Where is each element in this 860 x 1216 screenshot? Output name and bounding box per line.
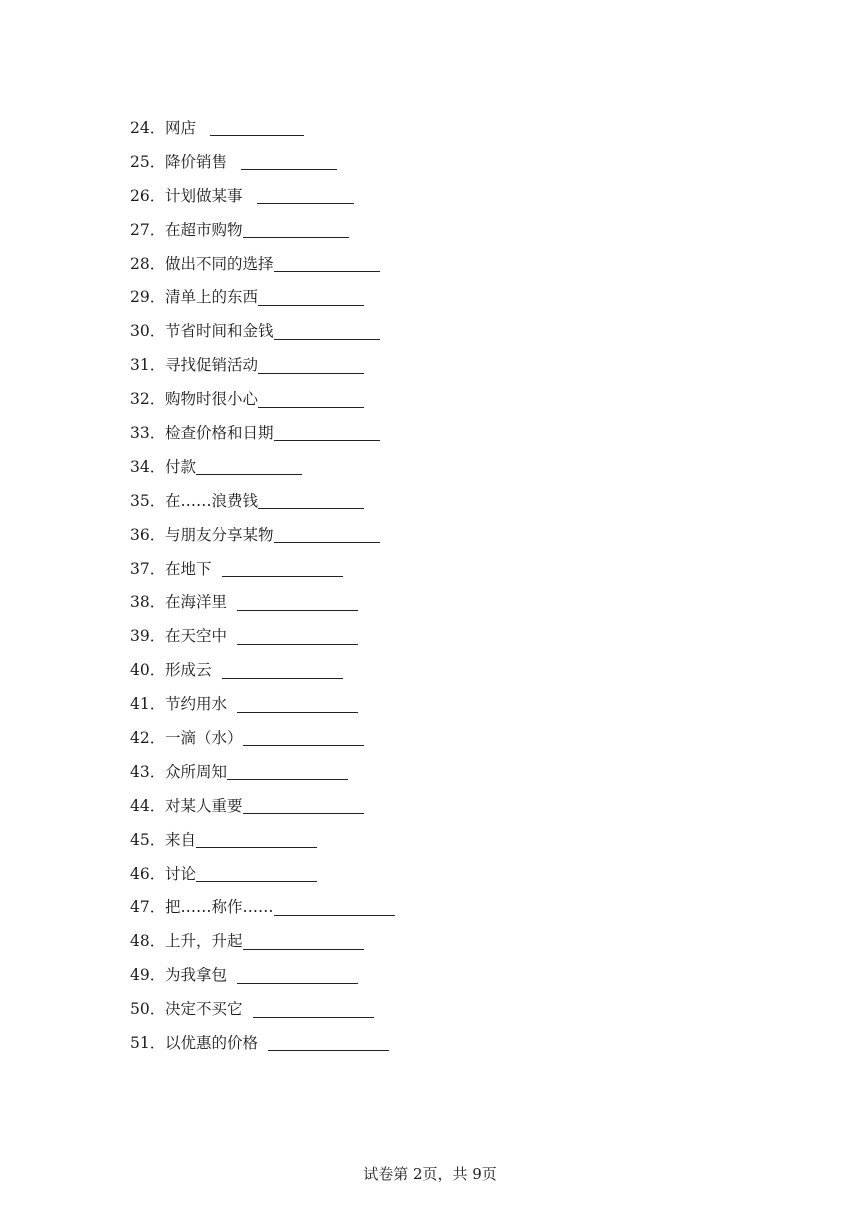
question-item [130, 381, 395, 415]
question-prompt: 一滴（水） [165, 728, 243, 747]
question-prompt: 与朋友分享某物 [165, 525, 274, 544]
question-item [130, 415, 395, 449]
question-prompt: 节省时间和金钱 [165, 322, 274, 341]
question-prompt: 以优惠的价格 [165, 1033, 259, 1052]
vocab-list [130, 110, 395, 1059]
question-item [130, 551, 395, 585]
answer-blank[interactable] [258, 289, 364, 306]
question-prompt: 在……浪费钱 [165, 491, 259, 510]
answer-blank[interactable] [258, 357, 364, 374]
answer-blank[interactable] [210, 119, 304, 136]
question-item [130, 822, 395, 856]
question-number: 26． [130, 186, 166, 205]
question-prompt: 为我拿包 [165, 966, 228, 985]
question-prompt: 决定不买它 [165, 1000, 243, 1019]
question-prompt: 节约用水 [165, 695, 228, 714]
question-number: 27． [130, 220, 166, 239]
question-number: 31． [130, 356, 166, 375]
question-number: 29． [130, 288, 166, 307]
answer-blank[interactable] [222, 560, 343, 577]
question-item [130, 144, 395, 178]
question-item [130, 618, 395, 652]
answer-blank[interactable] [241, 153, 337, 170]
question-prompt: 在超市购物 [165, 220, 243, 239]
answer-blank[interactable] [227, 763, 348, 780]
question-number: 38． [130, 593, 166, 612]
answer-blank[interactable] [257, 187, 354, 204]
question-item [130, 178, 395, 212]
answer-blank[interactable] [253, 1001, 374, 1018]
question-number: 47． [130, 898, 166, 917]
question-number: 39． [130, 627, 166, 646]
question-prompt: 在天空中 [165, 627, 228, 646]
question-item [130, 754, 395, 788]
question-prompt: 把……称作…… [165, 898, 274, 917]
answer-blank[interactable] [268, 1034, 389, 1051]
answer-blank[interactable] [274, 424, 380, 441]
question-item [130, 923, 395, 957]
question-number: 45． [130, 830, 166, 849]
question-prompt: 对某人重要 [165, 796, 243, 815]
answer-blank[interactable] [274, 323, 380, 340]
question-prompt: 清单上的东西 [165, 288, 259, 307]
question-prompt: 上升，升起 [165, 932, 243, 951]
answer-blank[interactable] [274, 899, 395, 916]
answer-blank[interactable] [237, 594, 358, 611]
answer-blank[interactable] [243, 933, 364, 950]
question-number: 30． [130, 322, 166, 341]
question-item [130, 110, 395, 144]
question-number: 35． [130, 491, 166, 510]
question-item [130, 347, 395, 381]
question-prompt: 寻找促销活动 [165, 356, 259, 375]
question-number: 43． [130, 762, 166, 781]
question-prompt: 计划做某事 [165, 186, 243, 205]
answer-blank[interactable] [258, 391, 364, 408]
question-number: 34． [130, 457, 166, 476]
question-number: 42． [130, 728, 166, 747]
answer-blank[interactable] [222, 662, 343, 679]
answer-blank[interactable] [237, 967, 358, 984]
question-item [130, 788, 395, 822]
question-item [130, 889, 395, 923]
question-item [130, 1025, 395, 1059]
question-number: 50． [130, 1000, 166, 1019]
page-footer: 试卷第 2页，共 9页 [363, 1165, 497, 1183]
question-prompt: 讨论 [165, 864, 197, 883]
answer-blank[interactable] [274, 255, 380, 272]
question-prompt: 做出不同的选择 [165, 254, 274, 273]
question-number: 36． [130, 525, 166, 544]
answer-blank[interactable] [237, 628, 358, 645]
answer-blank[interactable] [243, 797, 364, 814]
answer-blank[interactable] [237, 696, 358, 713]
question-prompt: 在海洋里 [165, 593, 228, 612]
question-number: 48． [130, 932, 166, 951]
answer-blank[interactable] [196, 831, 317, 848]
question-item [130, 957, 395, 991]
question-item [130, 584, 395, 618]
answer-blank[interactable] [243, 221, 349, 238]
question-item [130, 517, 395, 551]
question-prompt: 检查价格和日期 [165, 423, 274, 442]
answer-blank[interactable] [196, 458, 302, 475]
question-item [130, 313, 395, 347]
question-number: 41． [130, 695, 166, 714]
question-number: 33． [130, 423, 166, 442]
question-prompt: 降价销售 [165, 152, 228, 171]
question-prompt: 形成云 [165, 661, 212, 680]
question-item [130, 686, 395, 720]
question-item [130, 856, 395, 890]
question-prompt: 购物时很小心 [165, 390, 259, 409]
question-item [130, 991, 395, 1025]
question-number: 37． [130, 559, 166, 578]
question-number: 24． [130, 118, 166, 137]
question-number: 49． [130, 966, 166, 985]
question-item [130, 483, 395, 517]
answer-blank[interactable] [258, 492, 364, 509]
question-prompt: 众所周知 [165, 762, 228, 781]
question-number: 25． [130, 152, 166, 171]
question-item [130, 246, 395, 280]
question-item [130, 212, 395, 246]
question-number: 51． [130, 1033, 166, 1052]
question-number: 44． [130, 796, 166, 815]
answer-blank[interactable] [196, 865, 317, 882]
answer-blank[interactable] [243, 729, 364, 746]
question-number: 40． [130, 661, 166, 680]
question-number: 32． [130, 390, 166, 409]
question-number: 46． [130, 864, 166, 883]
question-number: 28． [130, 254, 166, 273]
question-prompt: 在地下 [165, 559, 212, 578]
question-item [130, 449, 395, 483]
question-prompt: 来自 [165, 830, 197, 849]
question-item [130, 279, 395, 313]
question-prompt: 网店 [165, 118, 197, 137]
answer-blank[interactable] [274, 526, 380, 543]
question-item [130, 652, 395, 686]
question-prompt: 付款 [165, 457, 197, 476]
question-item [130, 720, 395, 754]
